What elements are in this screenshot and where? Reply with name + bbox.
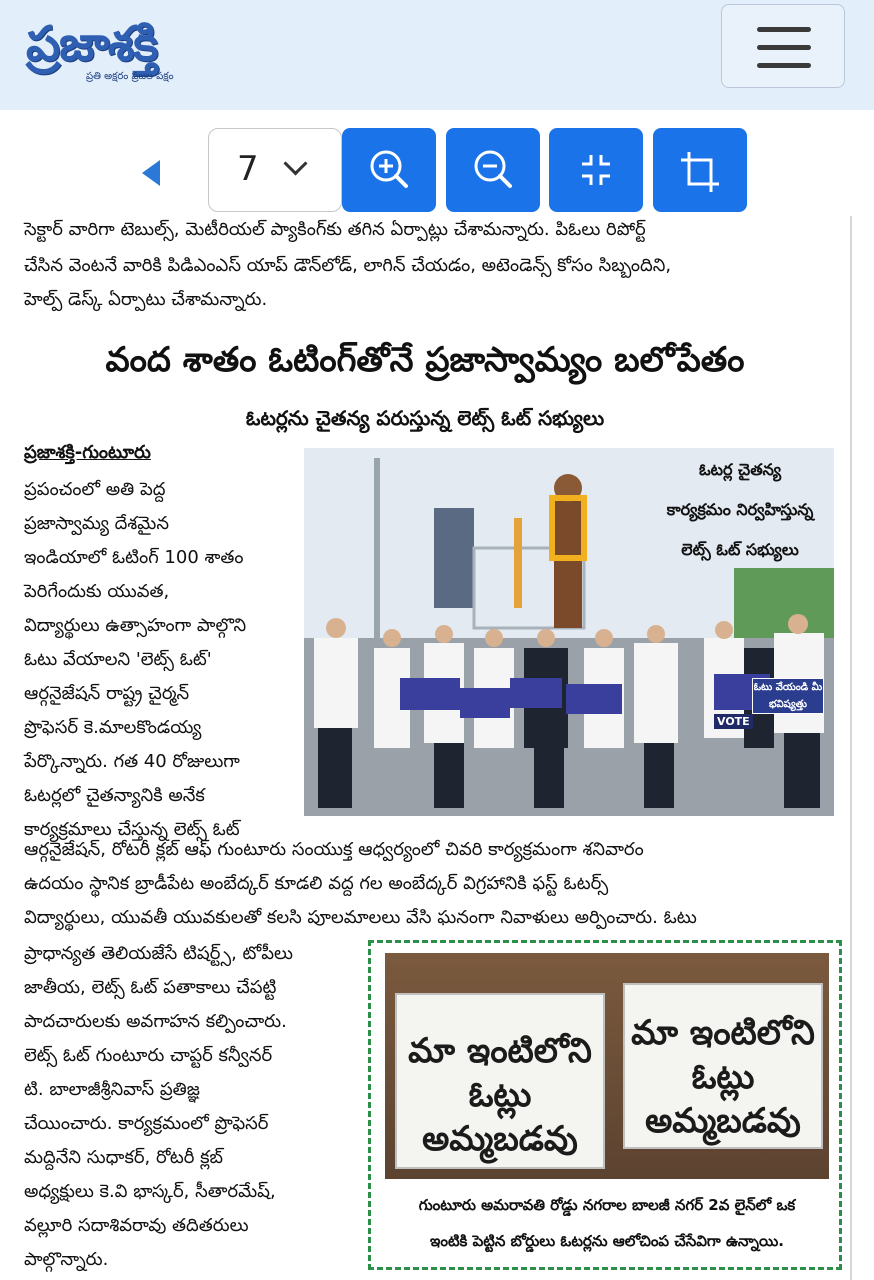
vote-placard	[752, 678, 824, 714]
board-left	[395, 993, 605, 1169]
column-line: చేయించారు. కార్యక్రమంలో ప్రొఫెసర్	[24, 1113, 269, 1134]
body-line: కార్యక్రమాలు చేస్తున్న లెట్స్ ఓట్	[24, 819, 240, 840]
column-line: టి. బాలాజీశ్రీనివాస్ ప్రతిజ్ఞ	[24, 1079, 200, 1100]
logo-wordmark: ప్రజాశక్తి	[26, 16, 158, 72]
vote-sign: VOTE	[714, 714, 753, 729]
hamburger-menu-icon-bar	[757, 63, 811, 68]
banner-text: ఓటు వేయండి మీ భవిష్యత్తు	[753, 682, 823, 710]
fit-page-button[interactable]	[549, 128, 643, 212]
compress-icon	[549, 128, 643, 212]
column-line: పాదచారులకు అవగాహన కల్పించారు.	[24, 1011, 287, 1032]
column-line: ప్రజాస్వామ్య దేశమైన	[24, 513, 169, 534]
column-line: ఇండియాలో ఓటింగ్ 100 శాతం	[24, 547, 244, 568]
zoom-in-icon	[342, 128, 436, 212]
photo-caption-line: ఓటర్ల చైతన్య	[698, 460, 782, 479]
logo-tagline: ప్రతి అక్షరం ప్రజల పక్షం	[86, 71, 174, 82]
caption-line: ఇంటికి పెట్టిన బోర్డులు ఓటర్లను ఆలోచింప చేసేవిగా ఉన్నాయి.	[430, 1232, 784, 1250]
column-line: జాతీయ, లెట్స్ ఓట్ పతాకాలు చేపట్టి	[24, 977, 277, 998]
column-line: పెరిగేందుకు యువత,	[24, 581, 170, 602]
crop-icon	[653, 128, 747, 212]
caption-line: గుంటూరు అమరావతి రోడ్డు నగరాల బాలజీ నగర్ 2వ లైన్‌లో ఒక	[418, 1196, 796, 1214]
body-line: ఉదయం స్థానిక బ్రాడీపేట అంబేద్కర్ కూడలి వద్ద గల అంబేద్కర్ విగ్రహానికి ఫస్ట్ ఓటర్స్	[24, 873, 609, 894]
boards-photo	[385, 953, 829, 1179]
board-line: మా ఇంటిలోని	[631, 1013, 815, 1053]
column-line: ప్రపంచంలో అతి పెద్ద	[24, 479, 166, 500]
prajasakti-logo[interactable]	[26, 12, 258, 92]
zoom-out-icon	[446, 128, 540, 212]
column-line: అధ్యక్షులు కె.వి భాస్కర్, సీతారమేష్,	[24, 1181, 276, 1202]
column-line: విద్యార్థులు ఉత్సాహంగా పాల్గొని	[24, 615, 247, 636]
body-line: ఆర్గనైజేషన్, రోటరీ క్లబ్ ఆఫ్ గుంటూరు సంయుక్త ఆధ్వర్యంలో చివరి కార్యక్రమంగా శనివారం	[24, 839, 644, 860]
board-line: ఓట్లు అమ్మబడవు	[645, 1057, 801, 1141]
chevron-down-icon	[283, 151, 307, 175]
column-line: ఆర్గనైజేషన్ రాష్ట్ర చైర్మన్	[24, 683, 190, 704]
article-headline: వంద శాతం ఓటింగ్‌తోనే ప్రజాస్వామ్యం బలోపేతం	[105, 340, 745, 380]
zoom-out-button[interactable]	[446, 128, 540, 212]
column-line: ఓటు వేయాలని 'లెట్స్ ఓట్'	[24, 649, 212, 670]
menu-button[interactable]	[721, 4, 845, 88]
intro-line: హెల్ప్ డెస్క్ ఏర్పాటు చేశామన్నారు.	[24, 289, 268, 310]
boards-photo-caption	[381, 1187, 833, 1259]
photo-caption	[640, 450, 840, 570]
photo-caption-line: కార్యక్రమం నిర్వహిస్తున్న	[666, 500, 814, 519]
page-number: 7	[237, 149, 259, 189]
board-line: ఓట్లు అమ్మబడవు	[422, 1075, 578, 1159]
column-line: పేర్కొన్నారు. గత 40 రోజులుగా	[24, 751, 240, 772]
body-line: విద్యార్థులు, యువతీ యువకులతో కలసి పూలమాలలు వేసి ఘనంగా నివాళులు అర్పించారు. ఓటు	[24, 907, 697, 928]
column-line: ప్రొఫెసర్ కె.మాలకొండయ్య	[24, 717, 202, 738]
crop-button[interactable]	[653, 128, 747, 212]
column-line: లెట్స్ ఓట్ గుంటూరు చాప్టర్ కన్వీనర్	[24, 1045, 273, 1066]
intro-line: సెక్టార్ వారిగా టెబుల్స్, మెటీరియల్ ప్యాకింగ్‌కు తగిన ఏర్పాట్లు చేశామన్నారు. పిఓలు రిపోర్ట్	[24, 219, 646, 240]
intro-line: చేసిన వెంటనే వారికి పిడిఎంఎస్ యాప్ డౌన్‌లోడ్, లాగిన్ చేయడం, అటెండెన్స్ కోసం సిబ్బందిని,	[24, 255, 672, 276]
column-line: మద్దినేని సుధాకర్, రోటరీ క్లబ్	[24, 1147, 224, 1168]
board-line: మా ఇంటిలోని	[408, 1031, 592, 1071]
column-line: ఓటర్లలో చైతన్యానికి అనేక	[24, 785, 205, 806]
prev-page-caret-left-icon[interactable]	[142, 160, 160, 186]
column-line: ప్రాధాన్యత తెలియజేసే టిషర్ట్స్, టోపీలు	[24, 943, 293, 964]
boards-photo-box	[368, 940, 842, 1270]
column-line: పాల్గొన్నారు.	[24, 1249, 109, 1270]
page-select[interactable]	[208, 128, 342, 212]
epaper-page	[0, 216, 874, 1280]
photo-caption-line: లెట్స్ ఓట్ సభ్యులు	[681, 540, 799, 559]
column-line: వల్లూరి సదాశివరావు తదితరులు	[24, 1215, 249, 1236]
site-header	[0, 0, 874, 110]
dateline: ప్రజాశక్తి-గుంటూరు	[24, 442, 151, 463]
article-subheadline: ఓటర్లను చైతన్య పరుస్తున్న లెట్స్ ఓట్ సభ్యులు	[245, 406, 605, 430]
zoom-in-button[interactable]	[342, 128, 436, 212]
hamburger-menu-icon-bar	[757, 45, 811, 50]
board-right	[623, 983, 823, 1149]
hamburger-menu-icon	[757, 27, 811, 32]
page-edge	[850, 216, 852, 1280]
